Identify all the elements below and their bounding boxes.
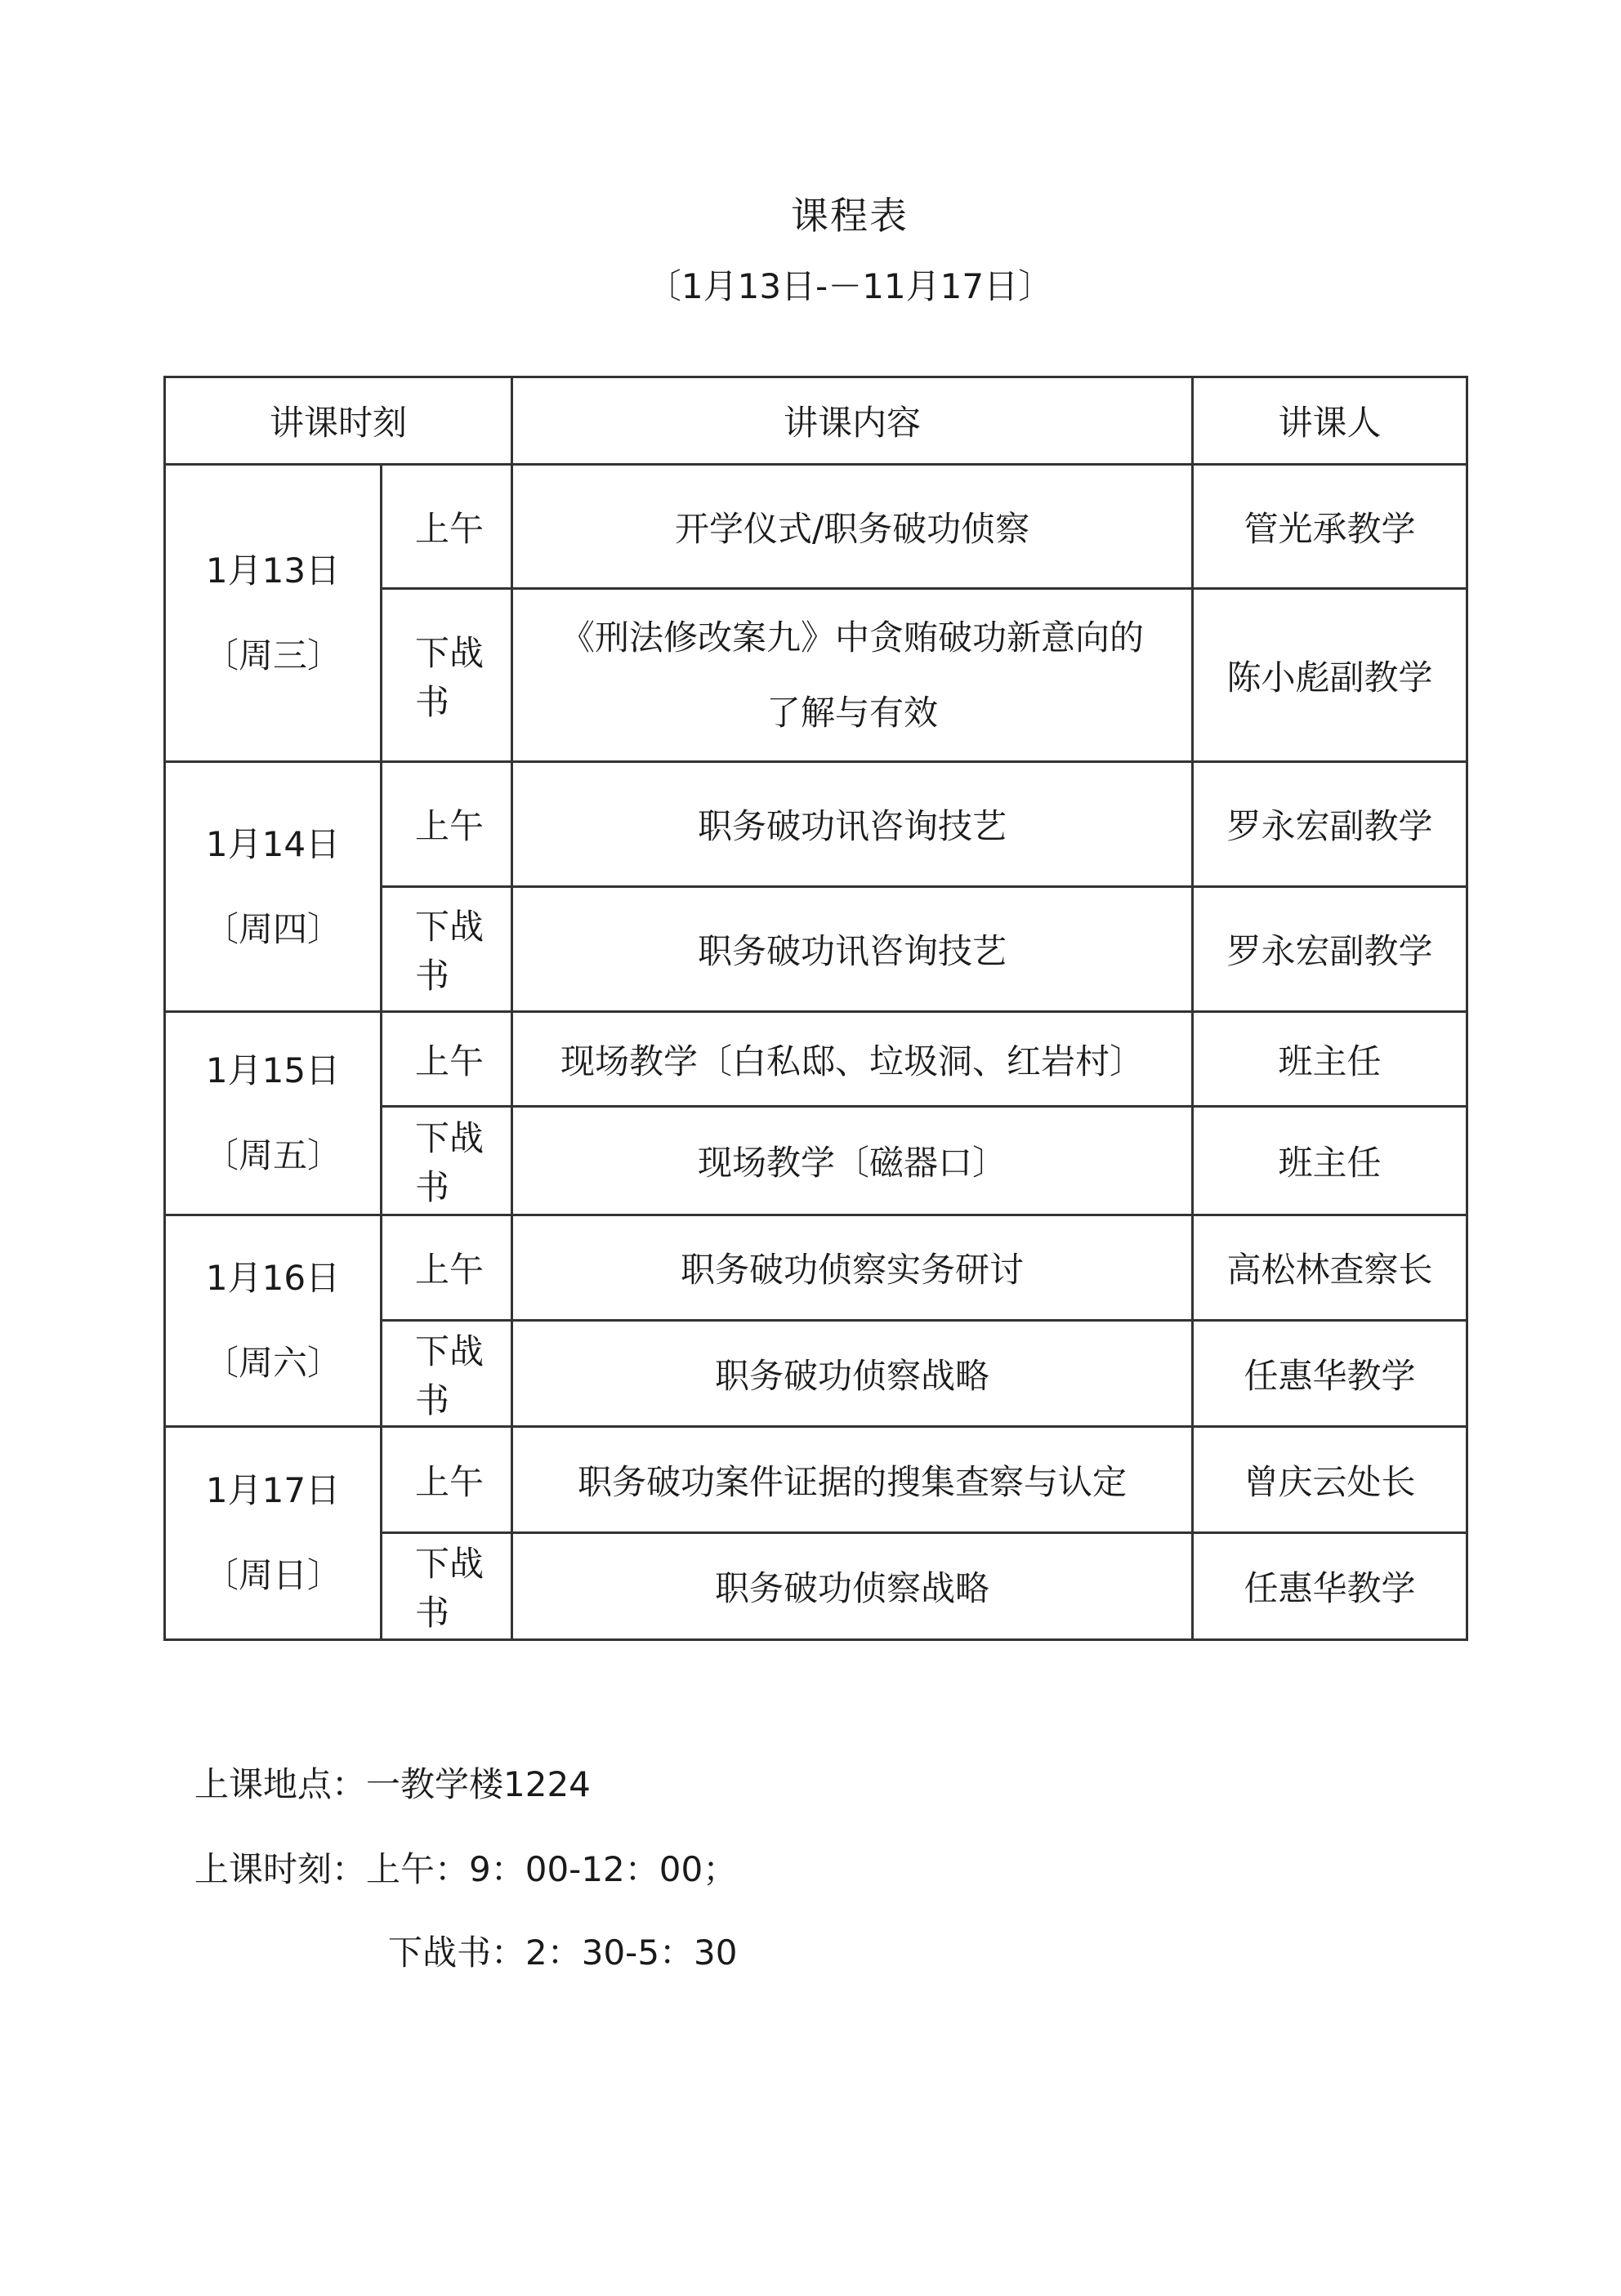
day-weekday: 〔周六〕 bbox=[203, 1343, 342, 1383]
day-cell bbox=[165, 1012, 382, 1215]
day-date: 1月15日 bbox=[205, 1050, 341, 1090]
table-row bbox=[165, 1215, 1467, 1321]
session-speaker: 管光承教学 bbox=[1193, 465, 1467, 589]
session-topic: 职务破功讯咨询技艺 bbox=[512, 762, 1193, 887]
session-topic: 现场教学〔磁器口〕 bbox=[512, 1107, 1193, 1215]
session-topic bbox=[512, 589, 1193, 762]
day-cell bbox=[165, 1427, 382, 1640]
class-location: 上课地点：一教学楼1224 bbox=[194, 1764, 591, 1804]
table-row bbox=[165, 465, 1467, 589]
session-speaker: 班主任 bbox=[1193, 1012, 1467, 1107]
day-weekday: 〔周五〕 bbox=[203, 1135, 342, 1175]
session-topic: 职务破功讯咨询技艺 bbox=[512, 887, 1193, 1012]
session-speaker: 曾庆云处长 bbox=[1193, 1427, 1467, 1533]
class-time-afternoon: 下战书：2：30-5：30 bbox=[388, 1933, 738, 1973]
table-row bbox=[165, 1427, 1467, 1533]
session-period: 下战书 bbox=[382, 1321, 512, 1427]
session-topic-text: 《刑法修改案九》中贪贿破功新意向的了解与有效 bbox=[560, 617, 1145, 733]
session-speaker: 班主任 bbox=[1193, 1107, 1467, 1215]
session-period: 下战书 bbox=[382, 887, 512, 1012]
day-weekday: 〔周四〕 bbox=[203, 908, 342, 949]
schedule-table bbox=[163, 376, 1468, 1641]
session-speaker: 罗永宏副教学 bbox=[1193, 762, 1467, 887]
session-period: 下战书 bbox=[382, 1533, 512, 1640]
session-speaker: 高松林查察长 bbox=[1193, 1215, 1467, 1321]
day-cell bbox=[165, 762, 382, 1012]
session-topic: 职务破功侦察战略 bbox=[512, 1321, 1193, 1427]
day-cell bbox=[165, 1215, 382, 1427]
session-speaker: 罗永宏副教学 bbox=[1193, 887, 1467, 1012]
session-period: 上午 bbox=[382, 465, 512, 589]
session-speaker: 任惠华教学 bbox=[1193, 1533, 1467, 1640]
session-period: 上午 bbox=[382, 1427, 512, 1533]
session-topic: 职务破功案件证据的搜集查察与认定 bbox=[512, 1427, 1193, 1533]
session-topic: 现场教学〔白私邸、垃圾洞、红岩村〕 bbox=[512, 1012, 1193, 1107]
session-period: 上午 bbox=[382, 1215, 512, 1321]
session-speaker: 陈小彪副教学 bbox=[1193, 589, 1467, 762]
day-date: 1月16日 bbox=[205, 1258, 341, 1298]
session-period: 下战书 bbox=[382, 1107, 512, 1215]
day-cell bbox=[165, 465, 382, 762]
day-weekday: 〔周三〕 bbox=[203, 635, 342, 675]
day-date: 1月17日 bbox=[205, 1470, 341, 1510]
session-topic: 职务破功侦察战略 bbox=[512, 1533, 1193, 1640]
table-row bbox=[165, 762, 1467, 887]
day-date: 1月14日 bbox=[205, 823, 341, 864]
column-header-time: 讲课时刻 bbox=[165, 377, 512, 465]
day-date: 1月13日 bbox=[205, 550, 341, 591]
table-row bbox=[165, 1012, 1467, 1107]
day-weekday: 〔周日〕 bbox=[203, 1555, 342, 1595]
session-period: 下战书 bbox=[382, 589, 512, 762]
session-topic: 职务破功侦察实务研讨 bbox=[512, 1215, 1193, 1321]
page-title: 课程表 bbox=[791, 194, 909, 238]
column-header-speaker: 讲课人 bbox=[1193, 377, 1467, 465]
table-header-row bbox=[165, 377, 1467, 465]
session-period: 上午 bbox=[382, 1012, 512, 1107]
column-header-content: 讲课内容 bbox=[512, 377, 1193, 465]
session-speaker: 任惠华教学 bbox=[1193, 1321, 1467, 1427]
class-time-morning: 上课时刻：上午：9：00-12：00； bbox=[194, 1849, 738, 1889]
session-period: 上午 bbox=[382, 762, 512, 887]
session-topic: 开学仪式/职务破功侦察 bbox=[512, 465, 1193, 589]
date-range: 〔1月13日-－11月17日〕 bbox=[646, 266, 1053, 306]
